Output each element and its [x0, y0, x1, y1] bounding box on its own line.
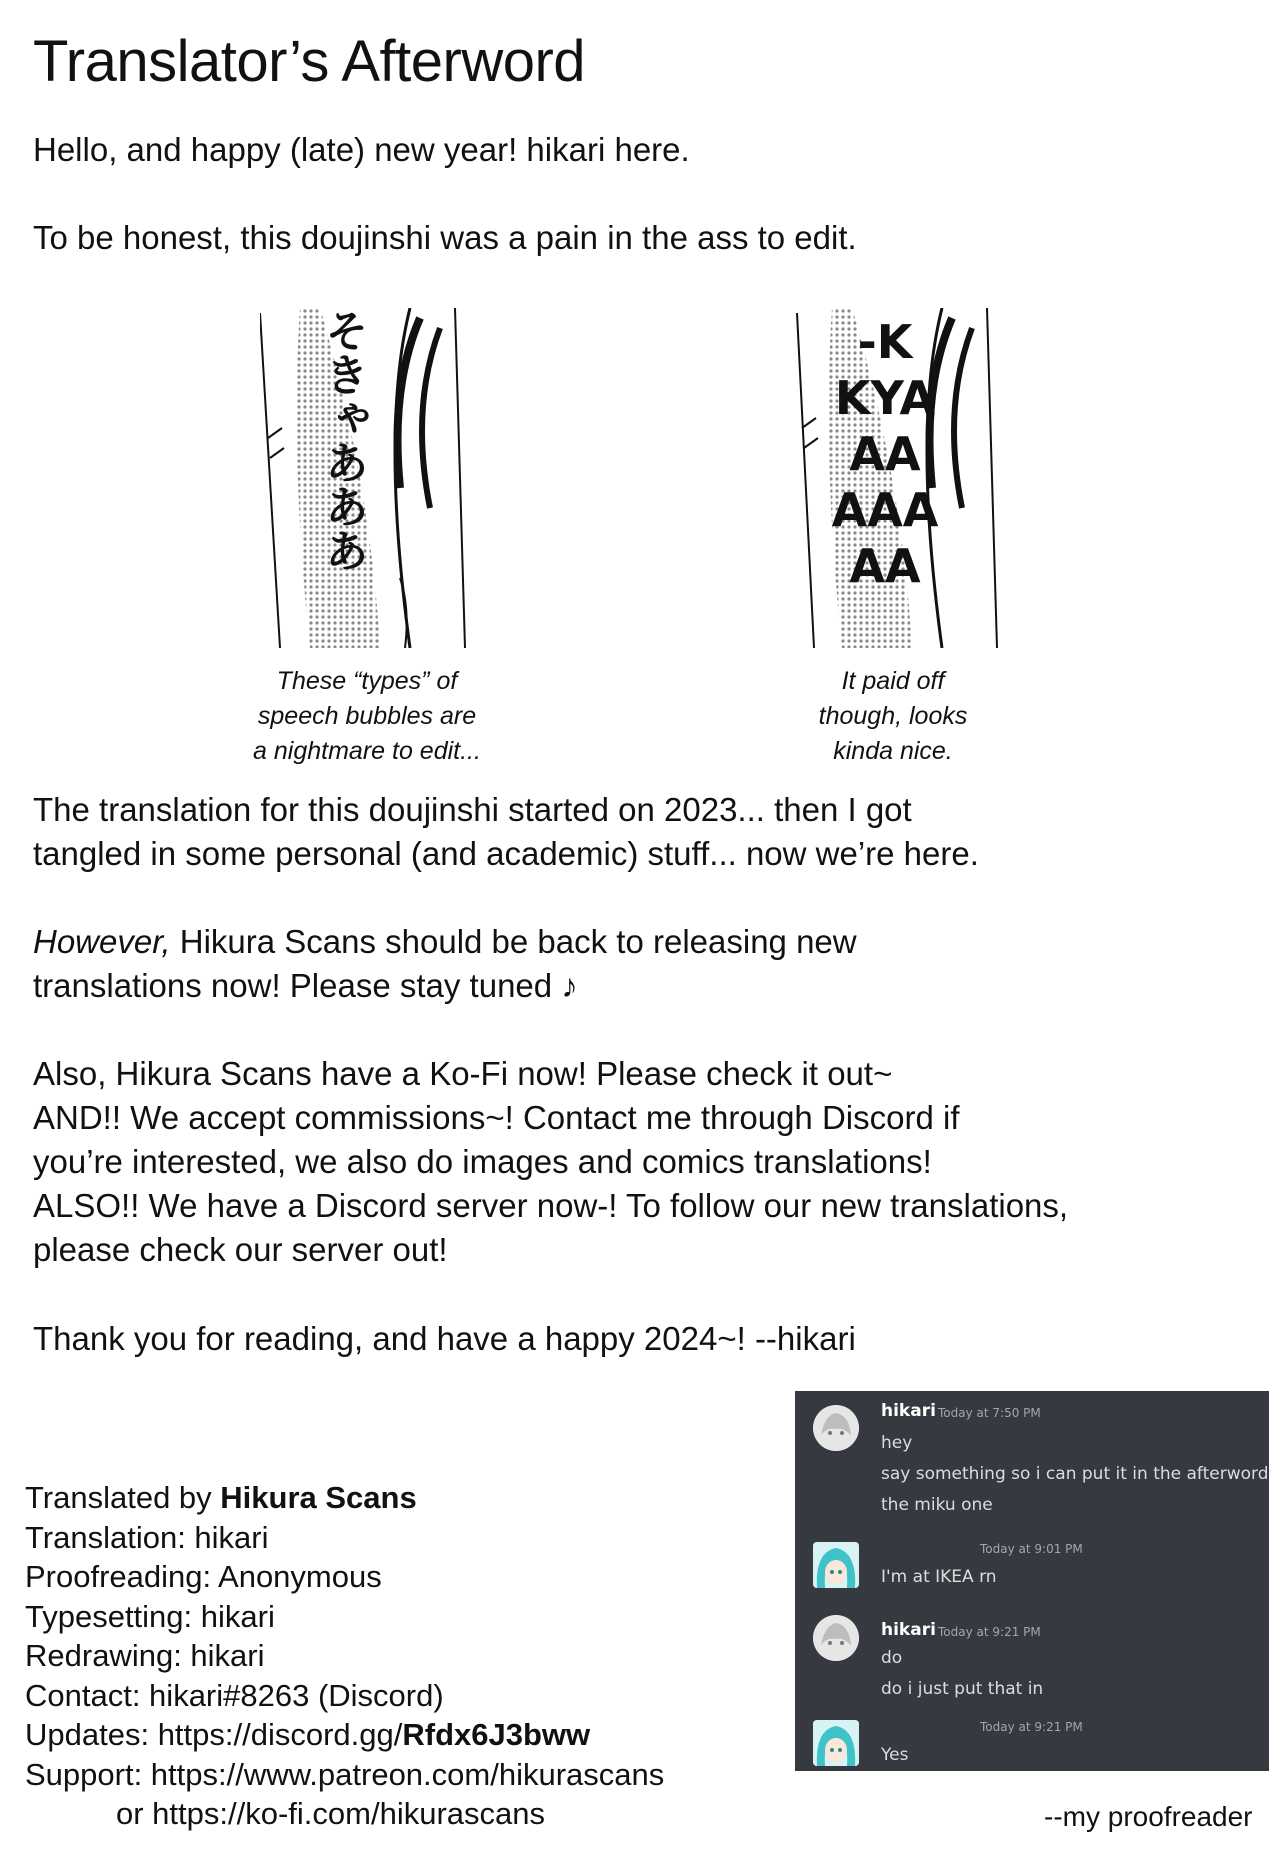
- discord-invite-code: Rfdx6J3bww: [402, 1717, 591, 1752]
- chat-username: hikari: [881, 1401, 936, 1421]
- chat-line: the miku one: [881, 1495, 993, 1515]
- credit-typesetting: Typesetting: hikari: [25, 1598, 275, 1634]
- paragraph-line: The translation for this doujinshi started on 2023... then I got: [33, 791, 912, 828]
- chat-timestamp: Today at 7:50 PM: [938, 1406, 1041, 1420]
- caption-line: These “types” of: [276, 667, 458, 695]
- paragraph-line: [33, 920, 857, 964]
- hikari-avatar-art: [813, 1615, 859, 1661]
- sfx-line: AA: [849, 427, 921, 481]
- sfx-line: KYA: [834, 371, 936, 425]
- credit-redrawing: Redrawing: hikari: [25, 1638, 265, 1673]
- chat-line: hey: [881, 1433, 913, 1453]
- sfx-line: AAA: [831, 483, 939, 537]
- credit-updates: [25, 1715, 664, 1755]
- credit-translated-by-prefix: Translated by: [25, 1480, 221, 1515]
- paragraph-line: tangled in some personal (and academic) stuff... now we’re here.: [33, 835, 979, 872]
- chat-line: I'm at IKEA rn: [881, 1567, 997, 1587]
- however-italic: However,: [33, 923, 171, 960]
- paragraph-thanks: Thank you for reading, and have a happy 2024~! --hikari: [33, 1320, 856, 1357]
- credit-proofreading: Proofreading: Anonymous: [25, 1559, 382, 1594]
- credits-block: [25, 1478, 664, 1834]
- manga-panel-japanese: [260, 308, 470, 648]
- credit-support-alt: or https://ko-fi.com/hikurascans: [116, 1796, 545, 1831]
- hikari-avatar-art: [813, 1405, 859, 1451]
- sfx-line: AA: [849, 539, 921, 593]
- chat-timestamp: Today at 9:01 PM: [980, 1542, 1083, 1556]
- paragraph-line: ALSO!! We have a Discord server now-! To follow our new translations,: [33, 1187, 1069, 1224]
- miku-avatar: [813, 1542, 859, 1588]
- caption-line: kinda nice.: [833, 737, 953, 765]
- releasing-text: Hikura Scans should be back to releasing new: [170, 923, 857, 960]
- intro-greeting: Hello, and happy (late) new year! hikari here.: [33, 131, 690, 168]
- caption-right: [743, 664, 1043, 769]
- credit-updates-prefix: Updates: https://discord.gg/: [25, 1717, 403, 1752]
- paragraph-line: translations now! Please stay tuned ♪: [33, 967, 578, 1004]
- credit-translated-by: [25, 1478, 664, 1518]
- hikari-avatar: [813, 1615, 859, 1661]
- paragraph-line: AND!! We accept commissions~! Contact me through Discord if: [33, 1099, 960, 1136]
- credit-group-name: Hikura Scans: [220, 1480, 417, 1515]
- caption-line: It paid off: [841, 667, 945, 695]
- paragraph-line: Also, Hikura Scans have a Ko-Fi now! Please check it out~: [33, 1055, 893, 1092]
- miku-avatar-art: [813, 1720, 859, 1766]
- caption-line: speech bubbles are: [257, 702, 477, 730]
- miku-avatar: [813, 1720, 859, 1766]
- chat-line: Yes: [881, 1745, 909, 1765]
- paragraph-announcements: [33, 1052, 1068, 1272]
- caption-line: though, looks: [818, 702, 968, 730]
- proofreader-caption: --my proofreader: [1044, 1801, 1253, 1832]
- paragraph-line: please check our server out!: [33, 1231, 448, 1268]
- manga-panel-english: [792, 308, 1002, 648]
- credit-contact: Contact: hikari#8263 (Discord): [25, 1677, 444, 1713]
- credit-support: Support: https://www.patreon.com/hikurascans: [25, 1756, 665, 1792]
- paragraph-translation-history: [33, 788, 979, 876]
- discord-chat-screenshot: [795, 1391, 1269, 1771]
- miku-avatar-art: [813, 1542, 859, 1588]
- intro-honest: To be honest, this doujinshi was a pain in the ass to edit.: [33, 219, 857, 256]
- paragraph-releasing: [33, 920, 857, 1008]
- sfx-line: -K: [857, 315, 913, 369]
- caption-left: [217, 664, 517, 769]
- chat-username: hikari: [881, 1620, 936, 1640]
- credit-translation: Translation: hikari: [25, 1519, 269, 1555]
- paragraph-line: you’re interested, we also do images and comics translations!: [33, 1143, 932, 1180]
- chat-line: do i just put that in: [881, 1679, 1044, 1699]
- chat-timestamp: Today at 9:21 PM: [938, 1625, 1041, 1639]
- chat-line: say something so i can put it in the afterword: [881, 1464, 1269, 1484]
- hikari-avatar: [813, 1405, 859, 1451]
- chat-timestamp: Today at 9:21 PM: [980, 1720, 1083, 1734]
- caption-line: a nightmare to edit...: [253, 737, 481, 765]
- chat-line: do: [881, 1648, 903, 1668]
- page-title: Translator’s Afterword: [33, 29, 586, 94]
- english-sfx: [830, 314, 940, 594]
- japanese-sfx: そきゃあああ: [317, 308, 368, 572]
